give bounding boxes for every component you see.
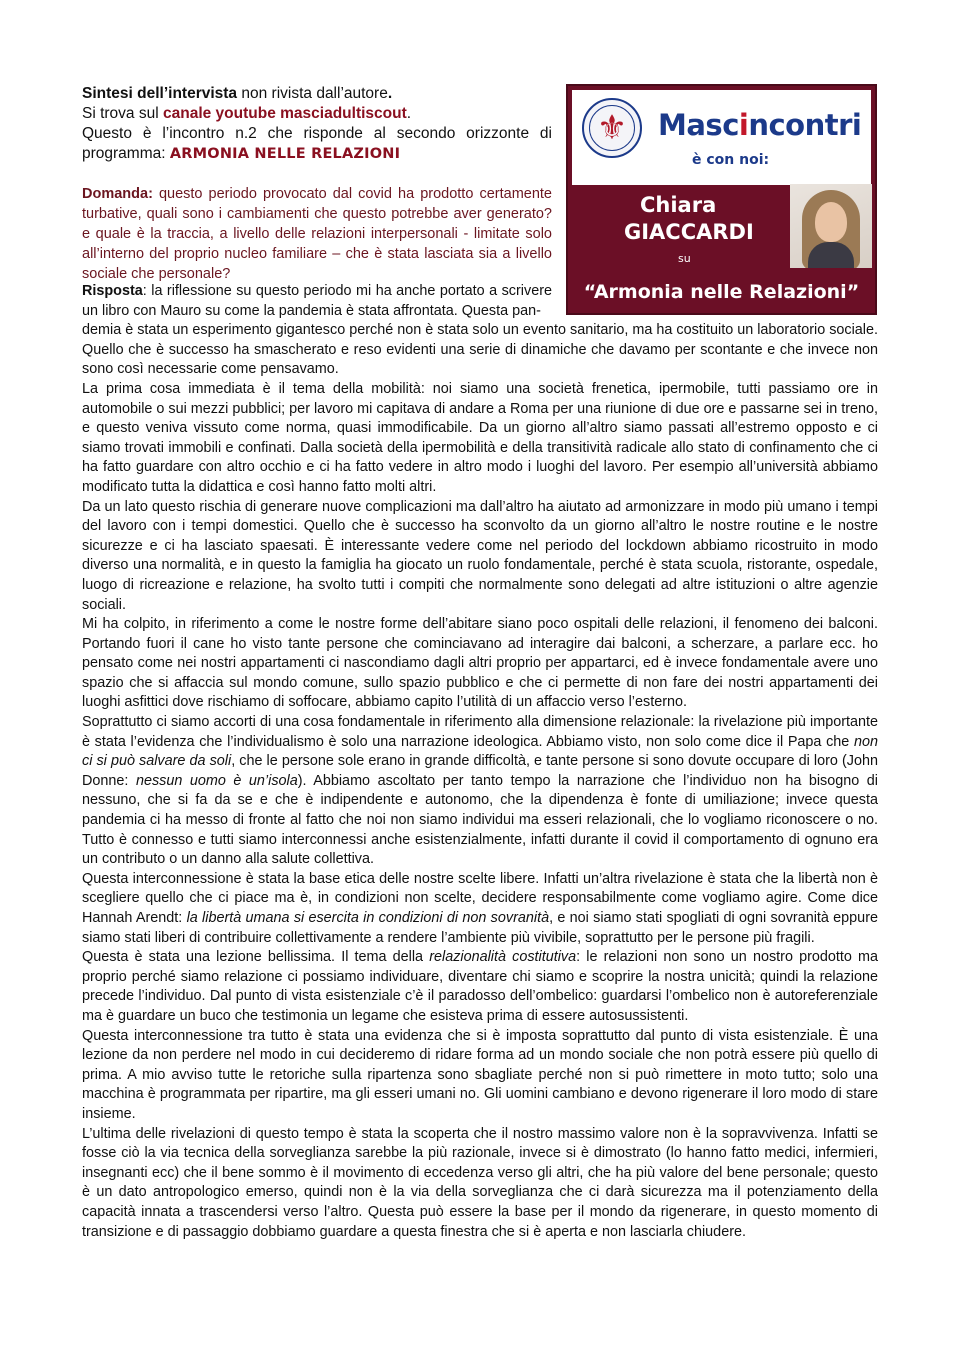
quote-donne: nessun uomo è un’isola [135,772,298,789]
answer-paragraph-1b: demia è stata un esperimento gigantesco perché non è stata solo un evento sanitario, ma ha costituito un laboratorio sociale. Quello che è successo ha smascherato e reso evidenti una serie di dinamiche che davamo per scontante e che invece non sono così necessarie come pensavamo. [82,322,878,378]
question-label: Domanda: [82,186,153,202]
meeting-theme: “Armonia nelle Relazioni” [583,281,860,303]
youtube-channel-link[interactable]: canale youtube masciadultiscout [162,105,407,122]
masci-seal-icon [582,98,642,158]
quote-pope: non ci si può salvare da soli [82,733,878,770]
answer-paragraph-4: Mi ha colpito, in riferimento a come le nostre forme dell’abitare siano poco ospitali delle relazioni, il fenomeno dei balconi. Portando fuori il cane ho visto tante persone che cominciavano ad interagire dai balconi, a scherzare, a parlare ecc. ho pensato come nei nostri appartamenti ci nascondiamo dagli altri proprio per appartarci, ed è invece fondamentale avere uno spazio che si affaccia sul mondo comune, sullo spazio pubblico e che ci permette di non fare dei nostri appartamenti dei luoghi asfittici dove rischiamo di soffocare, abbiamo capito l’utilità di un affaccio verso l’esterno. [82,616,878,711]
brand-subtitle: è con noi: [692,152,770,168]
answer-paragraph-8: Questa interconnessione tra tutto è stata una evidenza che si è imposta soprattutto dal punto di vista esistenziale. È una lezione da non perdere nel modo in cui decideremo di ridare forma ad un mondo sociale che non potrà essere più quello di prima. A mio avviso tutte le retoriche sulla ripartenza sono sbagliate perché non si può rimettere in moto tutto; solo una macchina è programmata per ripartire, ma gli esseri umani no. Gli uomini cambiano e devono rigenerare il loro modo di stare insieme. [82,1027,878,1122]
program-prefix: programma: [82,145,170,162]
event-banner [566,84,877,315]
program-title: ARMONIA NELLE RELAZIONI [169,146,401,162]
summary-dot: . [387,85,393,102]
banner-logo-area [572,90,871,185]
answer-paragraph-5: Soprattutto ci siamo accorti di una cosa fondamentale in riferimento alla dimensione relazionale: la rivelazione più importante è stata l’evidenza che l’individualismo è solo una narrazione ideologica. Abbiamo visto, non solo come dice il Papa che non ci si può salvare da soli, che le persone sole erano in grande difficoltà, e tante persone si sono dovute occupare di loro (John Donne: nessun uomo è un’isola). Abbiamo ascoltato per tanto tempo la narrazione che l’individuo non ha bisogno di nessuno, che si fa da se e che è indipendente e autonomo, che la dipendenza è fonte di umiliazione; invece questa pandemia ci ha messo di fronte al fatto che noi non siamo individui ma esseri relazionali, che lo vogliamo riconoscere o no. Tutto è connesso e tutti siamo interconnessi anche esistenzialmente, infatti durante il covid il comportamento di ognuno era un contributo o un danno alla salute collettiva. [82,714,878,868]
answer-paragraph-9: L’ultima delle rivelazioni di questo tempo è stata la scoperta che il nostro massimo valore non è la sopravvivenza. Infatti se fosse ciò la via tecnica della sorveglianza sarebbe la più razionale, invece si è dimostrato (lo hanno fatto medici, infermieri, insegnanti ecc) che il bene sommo è il movimento di eccedenza verso gli altri, che ha più valore del bene personale; questo è un dato antropologico emerso, quindi non è la via della sorveglianza che ci darà sicurezza ma il potenziamento della capacità innata a trascendersi verso l’altro. Questa può essere la base per il mondo da rigenerare, in questo momento di transizione e di passaggio dobbiamo guardare a questa finestra che si è aperta e non lasciarla chiudere. [82,1125,878,1240]
answer-paragraph-7: Questa è stata una lezione bellissima. Il tema della relazionalità costitutiva: le relazioni non sono un nostro prodotto ma proprio perché siamo relazione ci possiamo individuare, diventare chi siamo e scoprire la nostra unicità; quindi la relazione precede l’individuo. Dal punto di vista esistenziale c’è il paradosso dell’ombelico: guardarsi l’ombelico non è autoreferenziale ma è guardare un buco che testimonia un legame che esisteva prima di essere autosussistenti. [82,949,879,1024]
question-block [82,184,552,284]
quote-arendt: la libertà umana si esercita in condizioni di non sovranità [186,910,550,926]
intro-line-4 [82,144,552,164]
summary-label: Sintesi dell’intervista [82,85,238,102]
intro-line-2 [82,104,552,124]
brand-name: Mascincontri [658,108,862,142]
summary-note: non rivista dall’autore [237,85,388,102]
guest-last-name: GIACCARDI [624,220,754,244]
guest-first-name: Chiara [640,193,717,217]
guest-su-label: su [678,252,691,265]
answer-label: Risposta [82,283,143,299]
answer-paragraph-3: Da un lato questo rischia di generare nuove complicazioni ma dall’altro ha aiutato ad armonizzare in modo più umano i tempi del lavoro con i tempi domestici. Quello che è successo ha sconvolto da un giorno all’altro le nostre routine e le nostre sicurezze e ci ha lasciato spaesati. È interessante vedere come nel periodo del lockdown abbiamo ricostruito in modo diverso una normalità, e in questo la famiglia ha giocato un ruolo fondamentale, perché è stata scuola, ristorante, ospedale, luogo di ricreazione e relazione, ha svolto tutti i compiti che normalmente sono delegati ad altre istituzioni o altre agenzie sociali. [82,498,878,613]
question-text: questo periodo provocato dal covid ha prodotto certamente turbative, quali sono i cambiamenti che questo potrebbe aver generato? e quale è la traccia, a livello delle relazioni interpersonali - limitate solo all’interno del proprio nucleo familiare – che è stata lasciata sia a livello sociale che personale? [82,186,552,282]
channel-prefix: Si trova sul [82,105,163,122]
answer-body [82,282,878,1242]
channel-dot: . [406,105,412,122]
answer-paragraph-2: La prima cosa immediata è il tema della mobilità: noi siamo una società frenetica, ipermobile, tutti passiamo ore in automobile o sui mezzi pubblici; per lavoro mi capitava di andare a Roma per una riunione di due ore e passarne sei in treno, e questo veniva vissuto come norma, quasi immodificabile. Da un giorno all’altro siamo passati all’estremo opposto e ci siamo trovati immobili e confinati. Dalla società della ipermobilità e della transitività radicale allo stato di confinamento che ci ha fatto guardare con altro occhio e ci ha fatto vedere in altro modo i luoghi del lavoro. Per esempio all’università abbiamo modificato tutta la didattica e così hanno fatto molti altri. [82,380,878,495]
answer-paragraph-1a: Risposta: la riflessione su questo periodo mi ha anche portato a scrivere un libro con Mauro su come la pandemia è stata affrontata. Questa pan- [82,283,552,319]
fleur-de-lis-icon: ⚜ [596,108,628,148]
intro-line-1 [82,84,552,104]
term-relazionalita: relazionalità costitutiva [429,949,577,966]
intro-line-3: Questo è l’incontro n.2 che risponde al secondo orizzonte di [82,125,552,142]
guest-photo [790,184,872,268]
answer-paragraph-6: Questa interconnessione è stata la base etica delle nostre scelte libere. Infatti un’altra rivelazione è stata che la libertà non è scegliere quello che ci piace ma è, in condizioni non scelte, decidere responsabilmente come vogliamo agire. Come dice Hannah Arendt: la libertà umana si esercita in condizioni di non sovranità, e noi siamo stati spogliati di ogni sovranità eppure siamo stati liberi di contribuire collettivamente a rendere l’ambiente più vivibile, soprattutto per le persone più fragili. [82,870,878,946]
intro-header [82,84,552,164]
